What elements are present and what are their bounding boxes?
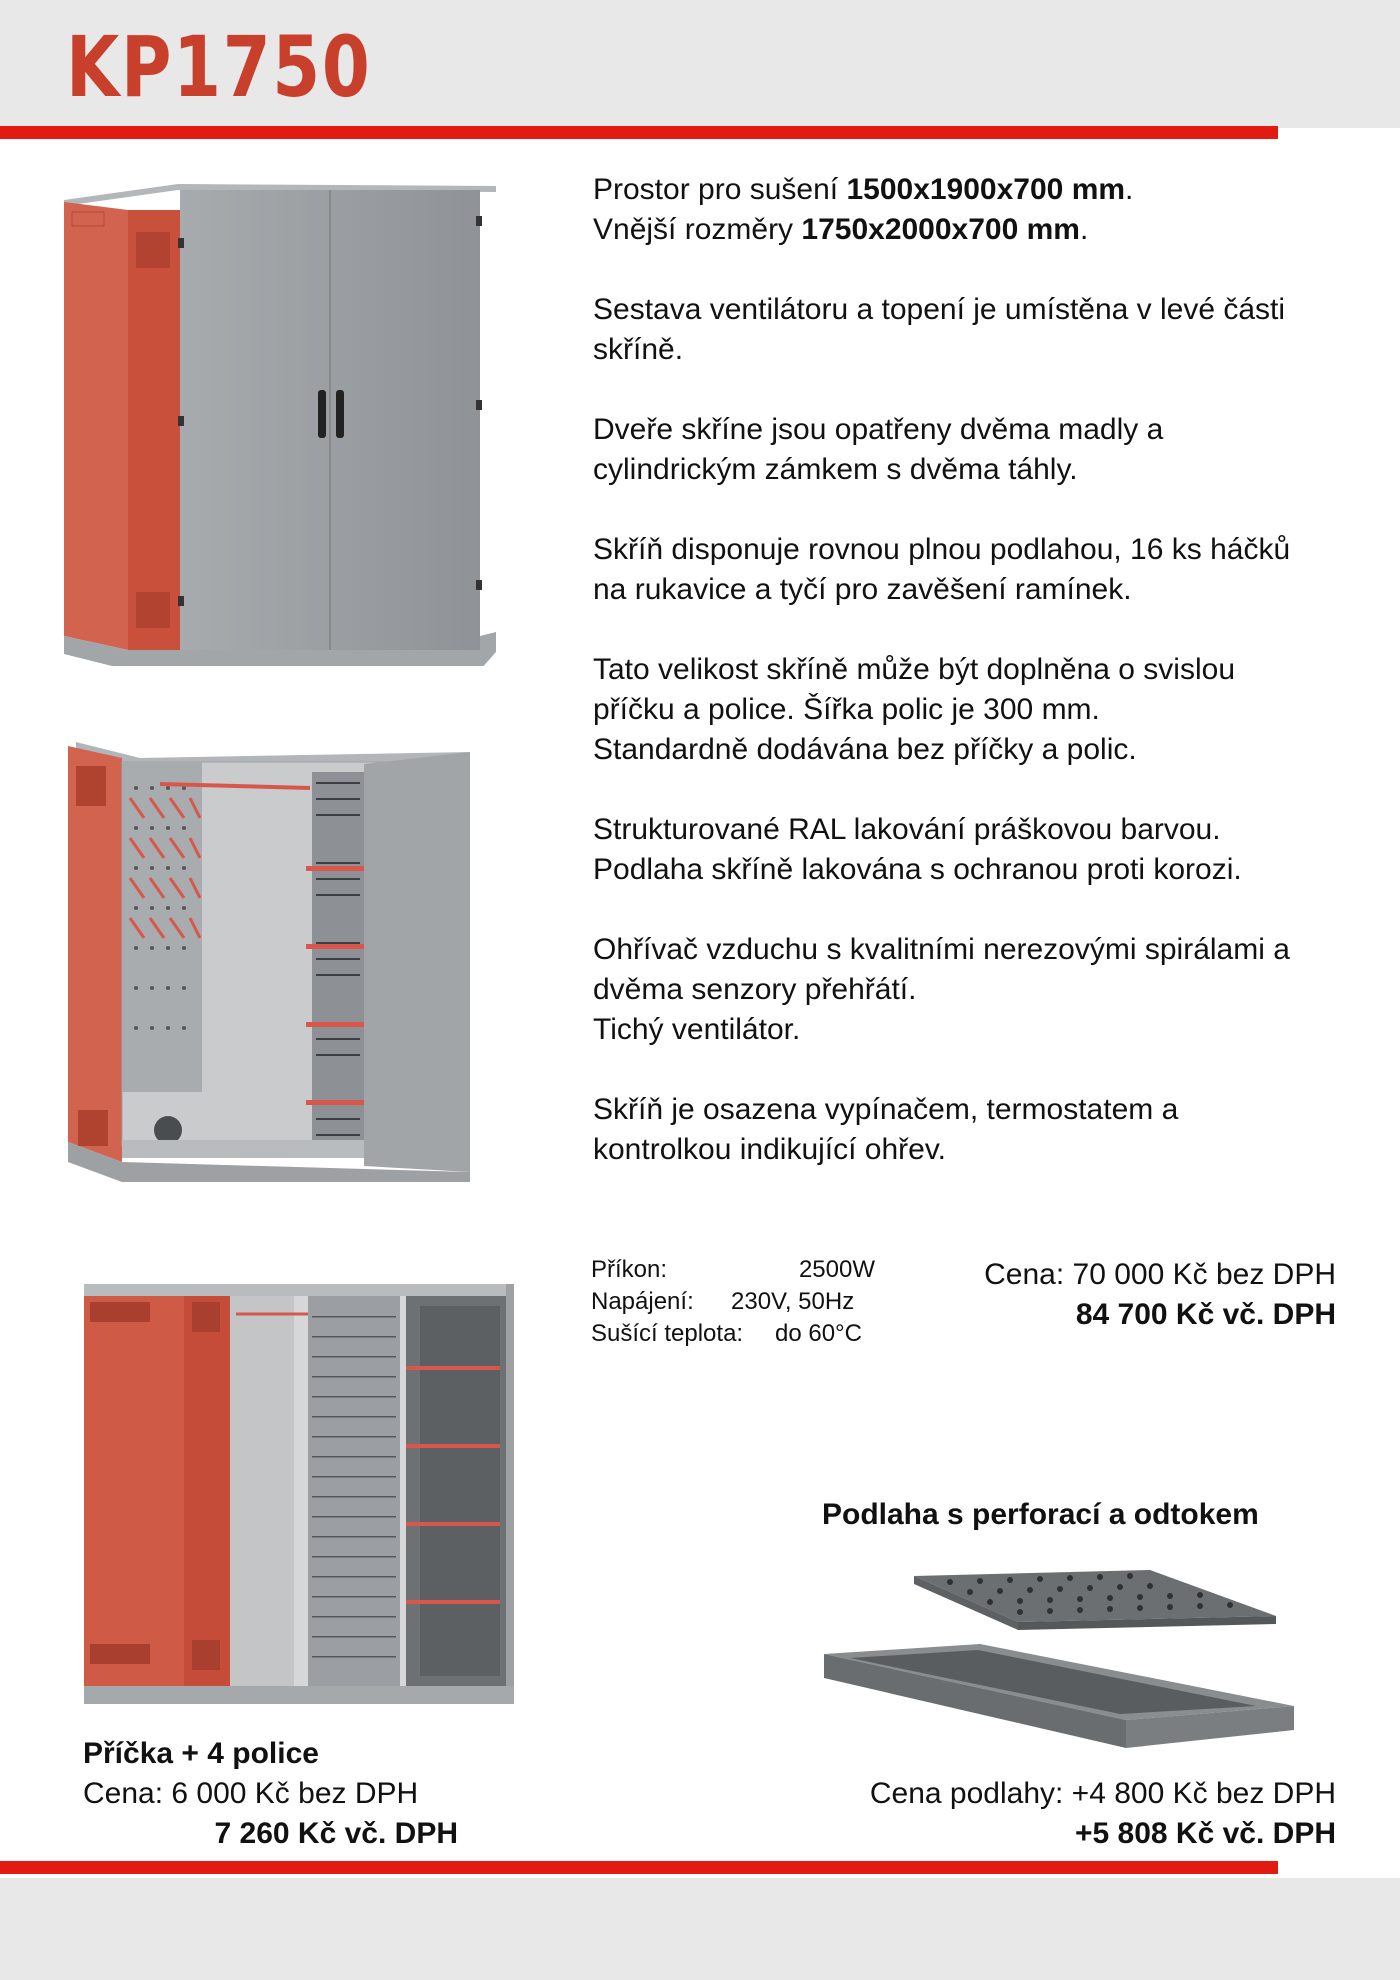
footer-band (0, 1878, 1400, 1980)
spec-row-power (591, 1254, 875, 1286)
spec-label: Napájení: (591, 1288, 694, 1315)
option-price-without-vat: Cena: 6 000 Kč bez DPH (83, 1777, 419, 1810)
description-heater: Ohřívač vzduchu s kvalitními nerezovými spirálami a dvěma senzory přehřátí. Tichý ventilátor. (593, 933, 1290, 1046)
description-doors: Dveře skříne jsou opatřeny dvěma madly a cylindrickým zámkem s dvěma táhly. (593, 413, 1164, 486)
spec-row-temperature (591, 1318, 875, 1350)
description-dimensions: Prostor pro sušení 1500x1900x700 mm. Vnější rozměry 1750x2000x700 mm. (593, 173, 1134, 246)
option-title: Příčka + 4 police (83, 1737, 319, 1770)
price-without-vat: Cena: 70 000 Kč bez DPH (984, 1258, 1336, 1291)
spec-label: Sušící teplota: (591, 1320, 744, 1347)
description-fan-heater: Sestava ventilátoru a topení je umístěna v levé části skříně. (593, 293, 1286, 366)
floor-price (870, 1774, 1336, 1854)
floor-price-without-vat: Cena podlahy: +4 800 Kč bez DPH (869, 1777, 1336, 1810)
description-paint: Strukturované RAL lakování práškovou barvou. Podlaha skříně lakována s ochranou proti korozi. (593, 813, 1242, 886)
floor-title: Podlaha s perforací a odtokem (822, 1498, 1259, 1531)
footer-rule (0, 1861, 1278, 1874)
spec-value: do 60°C (775, 1320, 862, 1347)
description-partition: Tato velikost skříně může být doplněna o svislou příčku a police. Šířka polic je 300 mm. Standardně dodávána bez příčky a polic. (593, 653, 1235, 766)
spec-value: 2500W (798, 1256, 875, 1283)
description-floor-hooks: Skříň disponuje rovnou plnou podlahou, 16 ks háčků na rukavice a tyčí pro zavěšení ramínek. (593, 533, 1291, 606)
cabinet-closed-image (28, 176, 498, 666)
option-price-with-vat: 7 260 Kč vč. DPH (214, 1817, 458, 1850)
description-controls: Skříň je osazena vypínačem, termostatem a kontrolkou indikující ohřev. (593, 1093, 1179, 1166)
description (593, 170, 1323, 1210)
floor-price-with-vat: +5 808 Kč vč. DPH (1075, 1817, 1336, 1850)
main-price (984, 1255, 1336, 1335)
spec-value: 230V, 50Hz (731, 1288, 855, 1315)
header-rule (0, 126, 1278, 139)
spec-row-supply (591, 1286, 875, 1318)
spec-label: Příkon: (591, 1256, 668, 1283)
page-title: KP1750 (66, 18, 372, 116)
partition-option (83, 1734, 458, 1854)
specs-table (591, 1254, 875, 1350)
cabinet-open-image (40, 738, 540, 1238)
price-with-vat: 84 700 Kč vč. DPH (1075, 1298, 1336, 1331)
cabinet-shelves-image (40, 1276, 600, 1716)
floor-tray-image (810, 1570, 1310, 1770)
